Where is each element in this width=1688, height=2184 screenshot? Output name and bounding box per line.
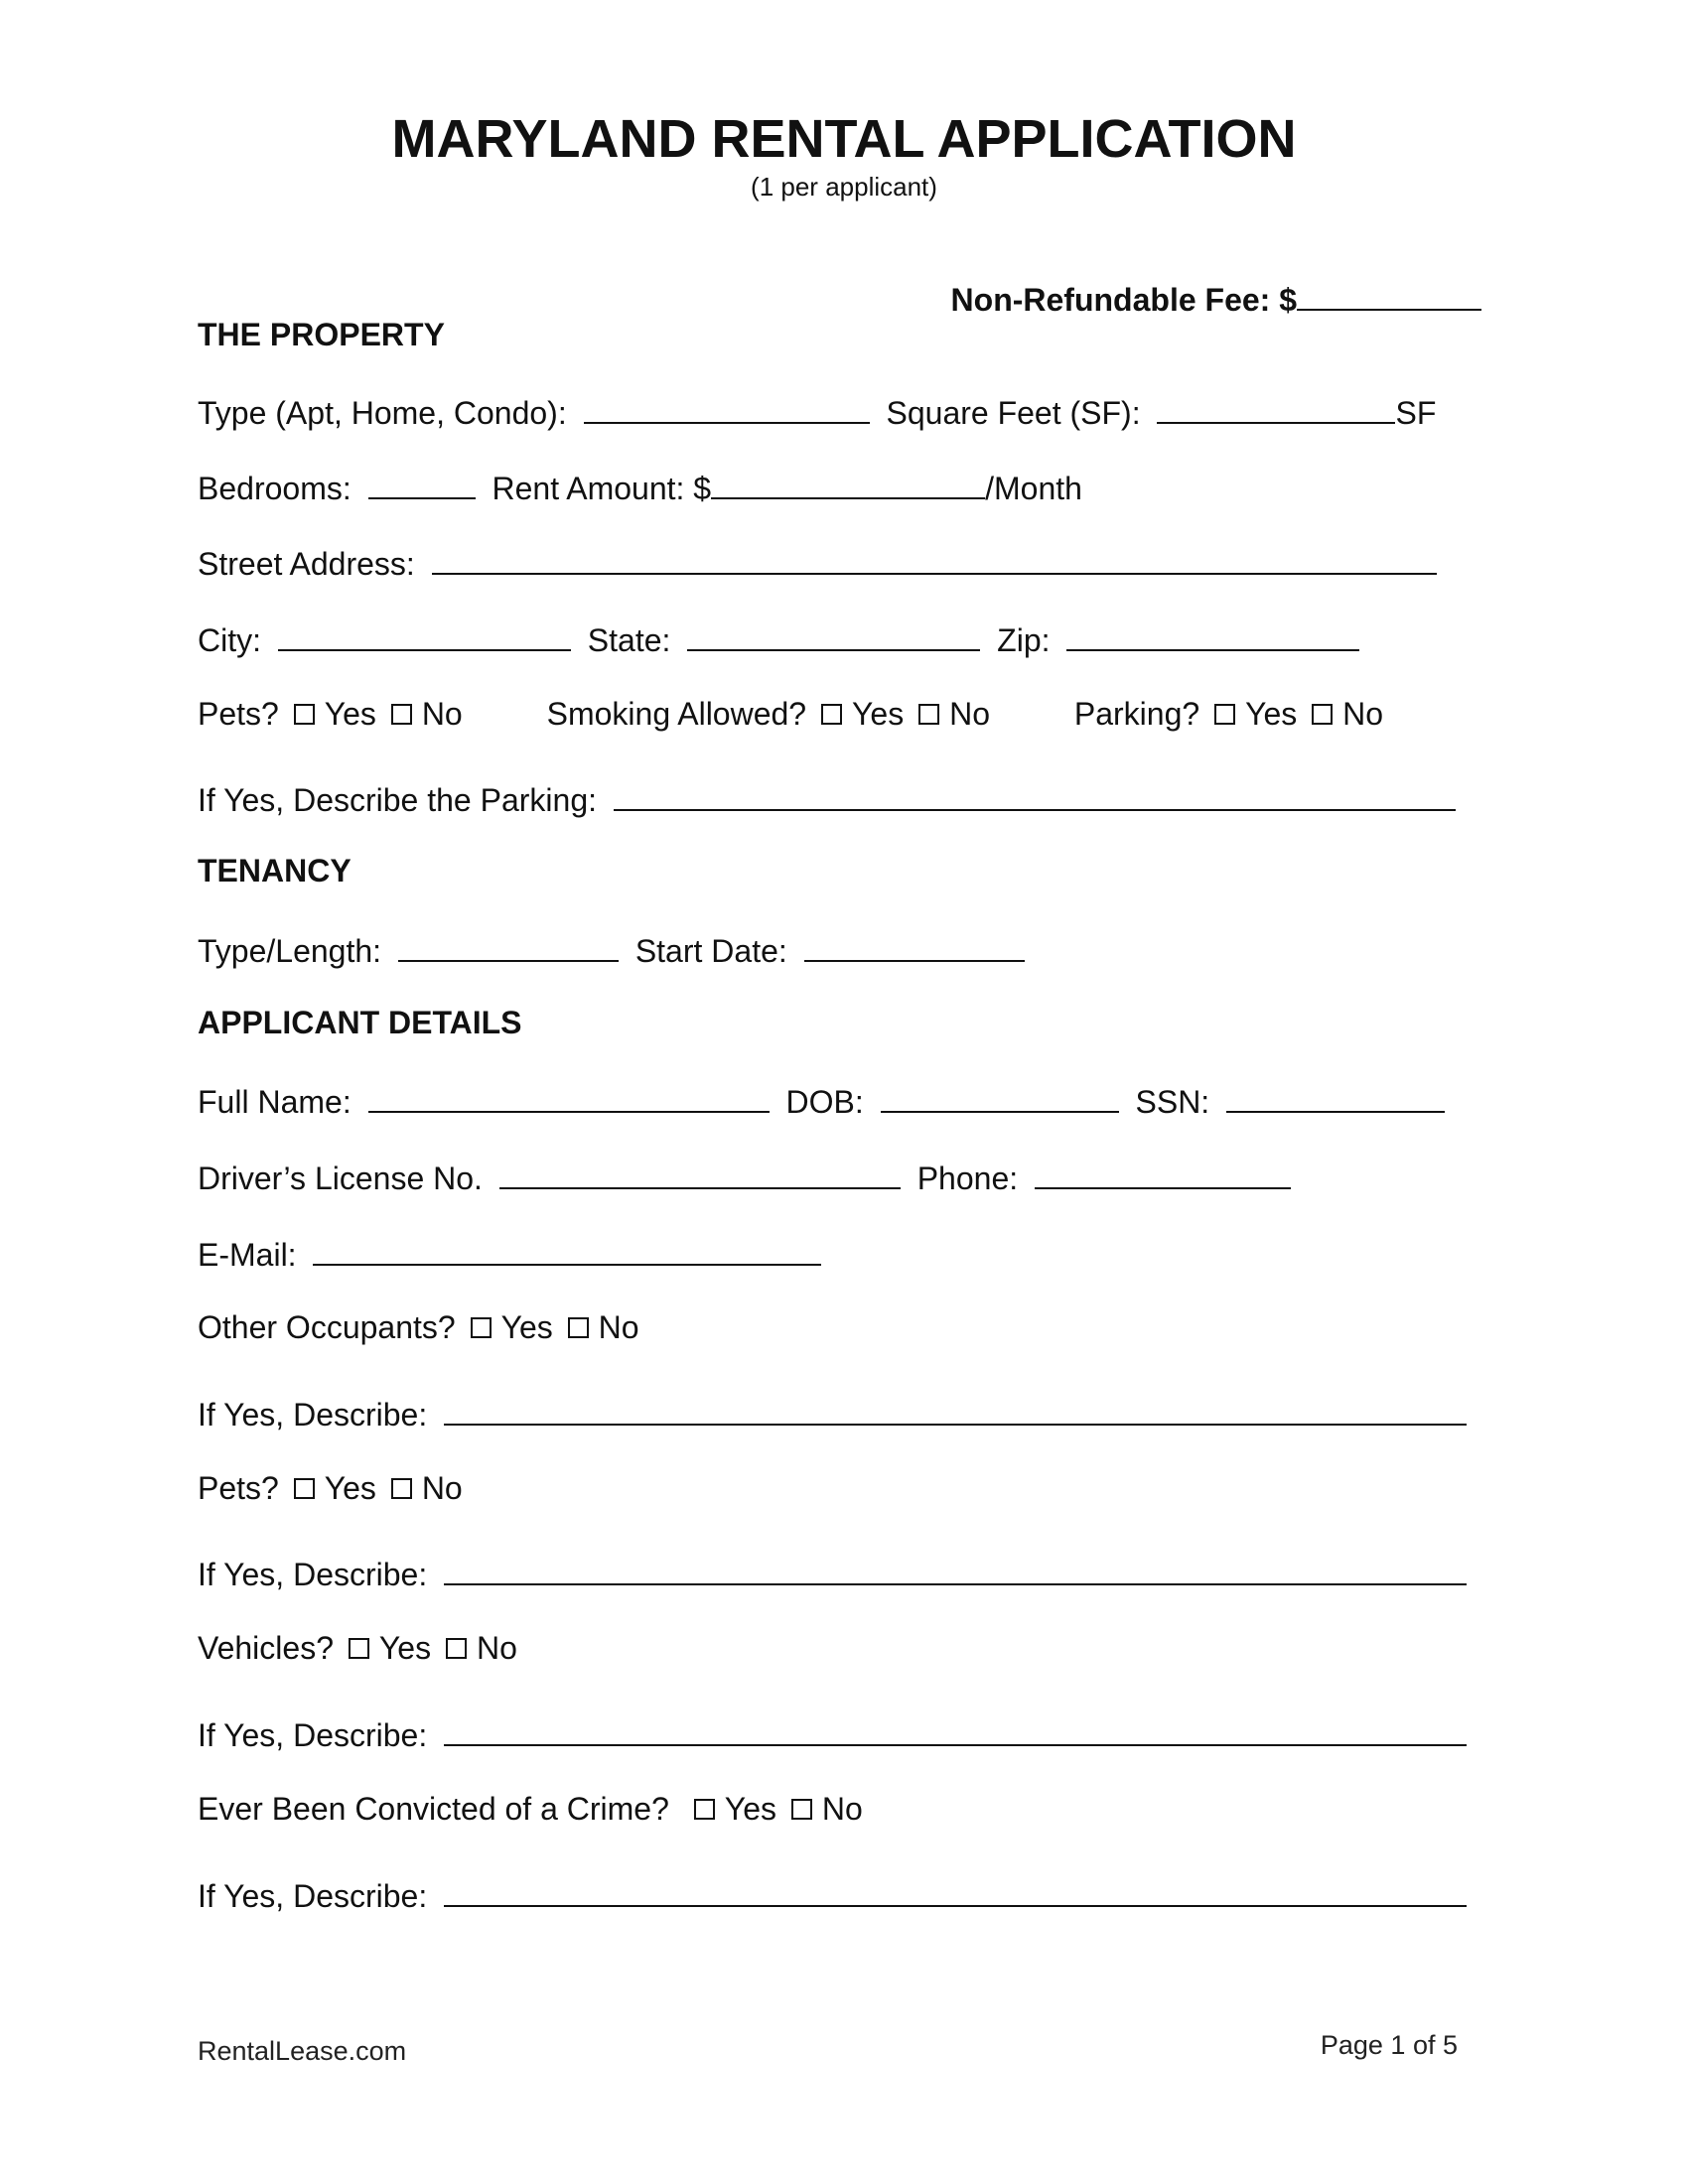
city-state-zip-row	[198, 617, 1359, 659]
crime-yes-checkbox[interactable]	[694, 1799, 715, 1820]
yes-label: Yes	[324, 696, 376, 732]
occupants-label: Other Occupants?	[198, 1309, 456, 1345]
rent-unit: /Month	[985, 471, 1082, 506]
parking-describe-row	[198, 777, 1456, 819]
no-label: No	[421, 696, 463, 732]
property-pets-yes-checkbox[interactable]	[294, 704, 315, 725]
vehicles-describe-label: If Yes, Describe:	[198, 1717, 428, 1753]
applicant-pets-yes-checkbox[interactable]	[294, 1478, 315, 1499]
section-heading-applicant: APPLICANT DETAILS	[198, 1005, 522, 1040]
square-feet-label: Square Feet (SF):	[886, 395, 1141, 431]
parking-describe-field[interactable]	[614, 777, 1456, 811]
email-field[interactable]	[313, 1232, 821, 1266]
smoking-yes-checkbox[interactable]	[821, 704, 842, 725]
parking-label: Parking?	[1073, 696, 1200, 732]
property-type-label: Type (Apt, Home, Condo):	[198, 395, 567, 431]
zip-field[interactable]	[1066, 617, 1359, 651]
state-field[interactable]	[687, 617, 980, 651]
parking-yes-checkbox[interactable]	[1214, 704, 1235, 725]
ssn-label: SSN:	[1135, 1084, 1210, 1120]
fee-line	[951, 279, 1481, 319]
square-feet-unit: SF	[1395, 395, 1437, 431]
vehicles-no-checkbox[interactable]	[446, 1638, 467, 1659]
ssn-field[interactable]	[1226, 1079, 1445, 1113]
fee-field[interactable]	[1297, 279, 1481, 311]
phone-label: Phone:	[916, 1160, 1019, 1196]
pets-describe-row	[198, 1552, 1467, 1593]
start-date-label: Start Date:	[634, 933, 787, 969]
dob-field[interactable]	[881, 1079, 1119, 1113]
bedrooms-field[interactable]	[368, 466, 476, 499]
street-address-row	[198, 541, 1437, 583]
yes-label: Yes	[724, 1791, 776, 1827]
crime-label: Ever Been Convicted of a Crime?	[198, 1791, 669, 1827]
no-label: No	[949, 696, 990, 732]
property-type-field[interactable]	[584, 390, 870, 424]
vehicles-describe-field[interactable]	[444, 1712, 1467, 1746]
yes-label: Yes	[378, 1630, 432, 1666]
parking-describe-label: If Yes, Describe the Parking:	[198, 782, 597, 818]
crime-describe-field[interactable]	[444, 1873, 1467, 1907]
applicant-pets-row	[198, 1469, 463, 1507]
email-row	[198, 1232, 821, 1274]
start-date-field[interactable]	[804, 928, 1025, 962]
property-pets-no-checkbox[interactable]	[391, 704, 412, 725]
rent-amount-label: Rent Amount: $	[492, 471, 712, 506]
drivers-license-label: Driver’s License No.	[198, 1160, 483, 1196]
bedrooms-label: Bedrooms:	[198, 471, 352, 506]
vehicles-yes-checkbox[interactable]	[349, 1638, 369, 1659]
occupants-describe-field[interactable]	[444, 1392, 1467, 1426]
drivers-license-field[interactable]	[499, 1156, 901, 1189]
yes-label: Yes	[500, 1309, 553, 1345]
vehicles-describe-row	[198, 1712, 1467, 1754]
street-address-label: Street Address:	[198, 546, 415, 582]
footer-site: RentalLease.com	[198, 2036, 407, 2066]
state-label: State:	[587, 622, 671, 658]
property-options-row	[198, 695, 1383, 733]
full-name-field[interactable]	[368, 1079, 770, 1113]
no-label: No	[476, 1630, 517, 1666]
street-address-field[interactable]	[432, 541, 1437, 575]
no-label: No	[598, 1309, 639, 1345]
crime-describe-row	[198, 1873, 1467, 1915]
occupants-row	[198, 1308, 639, 1346]
crime-row	[198, 1790, 863, 1828]
full-name-label: Full Name:	[198, 1084, 352, 1120]
yes-label: Yes	[324, 1470, 376, 1506]
occupants-describe-label: If Yes, Describe:	[198, 1397, 428, 1433]
pets-describe-label: If Yes, Describe:	[198, 1557, 428, 1592]
fee-label: Non-Refundable Fee: $	[950, 282, 1297, 318]
square-feet-field[interactable]	[1157, 390, 1395, 424]
city-label: City:	[198, 622, 261, 658]
tenancy-row	[198, 928, 1025, 970]
city-field[interactable]	[278, 617, 571, 651]
no-label: No	[421, 1470, 463, 1506]
smoking-no-checkbox[interactable]	[918, 704, 939, 725]
type-length-label: Type/Length:	[198, 933, 382, 969]
zip-label: Zip:	[997, 622, 1051, 658]
phone-field[interactable]	[1035, 1156, 1291, 1189]
yes-label: Yes	[1245, 696, 1298, 732]
section-heading-property: THE PROPERTY	[198, 317, 445, 352]
crime-describe-label: If Yes, Describe:	[198, 1878, 428, 1914]
vehicles-row	[198, 1629, 517, 1667]
parking-no-checkbox[interactable]	[1312, 704, 1333, 725]
occupants-yes-checkbox[interactable]	[471, 1317, 492, 1338]
dob-label: DOB:	[785, 1084, 864, 1120]
rent-amount-field[interactable]	[711, 466, 985, 499]
smoking-allowed-label: Smoking Allowed?	[546, 696, 807, 732]
occupants-describe-row	[198, 1392, 1467, 1433]
email-label: E-Mail:	[198, 1237, 297, 1273]
pets-describe-field[interactable]	[444, 1552, 1467, 1585]
section-heading-tenancy: TENANCY	[198, 853, 352, 888]
occupants-no-checkbox[interactable]	[568, 1317, 589, 1338]
document-subtitle: (1 per applicant)	[751, 172, 937, 202]
vehicles-label: Vehicles?	[198, 1630, 334, 1666]
applicant-pets-no-checkbox[interactable]	[391, 1478, 412, 1499]
name-dob-ssn-row	[198, 1079, 1445, 1121]
bedrooms-rent-row	[198, 466, 1082, 507]
yes-label: Yes	[851, 696, 905, 732]
property-pets-label: Pets?	[198, 696, 279, 732]
type-length-field[interactable]	[398, 928, 619, 962]
applicant-pets-label: Pets?	[198, 1470, 279, 1506]
no-label: No	[821, 1791, 863, 1827]
crime-no-checkbox[interactable]	[791, 1799, 812, 1820]
document-title: MARYLAND RENTAL APPLICATION	[391, 109, 1297, 169]
property-type-row	[198, 390, 1436, 432]
footer-page-number: Page 1 of 5	[1320, 2030, 1458, 2060]
no-label: No	[1342, 696, 1384, 732]
license-phone-row	[198, 1156, 1291, 1197]
